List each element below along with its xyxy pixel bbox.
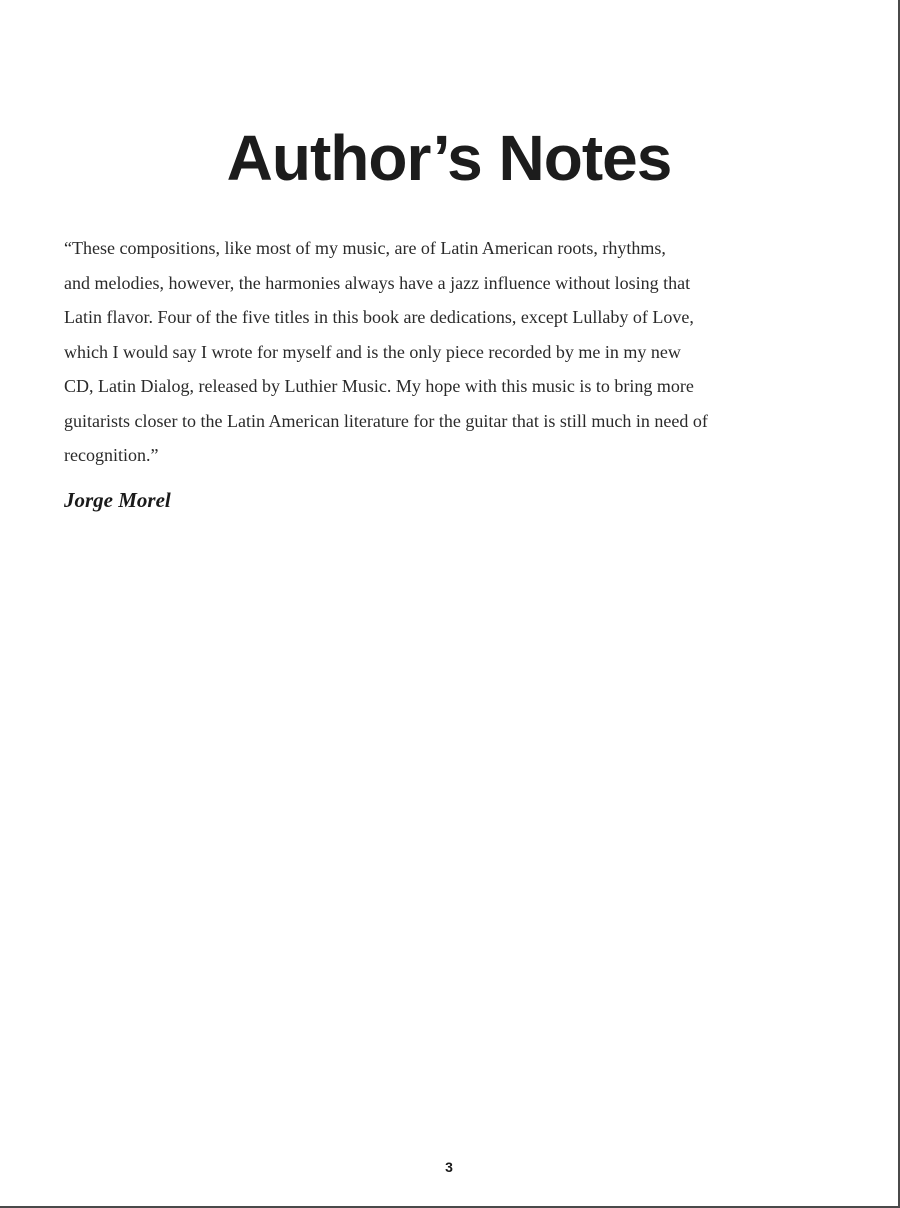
quote-line: “These compositions, like most of my music, are of Latin American roots, rhythms, bbox=[64, 238, 666, 258]
author-signature: Jorge Morel bbox=[64, 488, 171, 512]
quote-line: recognition.” bbox=[64, 445, 159, 465]
quote-line: Latin flavor. Four of the five titles in this book are dedications, except Lullaby of Love, bbox=[64, 307, 694, 327]
quote-line: CD, Latin Dialog, released by Luthier Music. My hope with this music is to bring more bbox=[64, 376, 694, 396]
author-quote bbox=[64, 231, 840, 473]
quote-line: and melodies, however, the harmonies always have a jazz influence without losing that bbox=[64, 272, 691, 293]
page-title: Author’s Notes bbox=[226, 122, 672, 194]
quote-line: guitarists closer to the Latin American literature for the guitar that is still much in need of bbox=[64, 410, 708, 431]
page-number: 3 bbox=[445, 1159, 453, 1175]
quote-line: which I would say I wrote for myself and is the only piece recorded by me in my new bbox=[64, 341, 681, 362]
